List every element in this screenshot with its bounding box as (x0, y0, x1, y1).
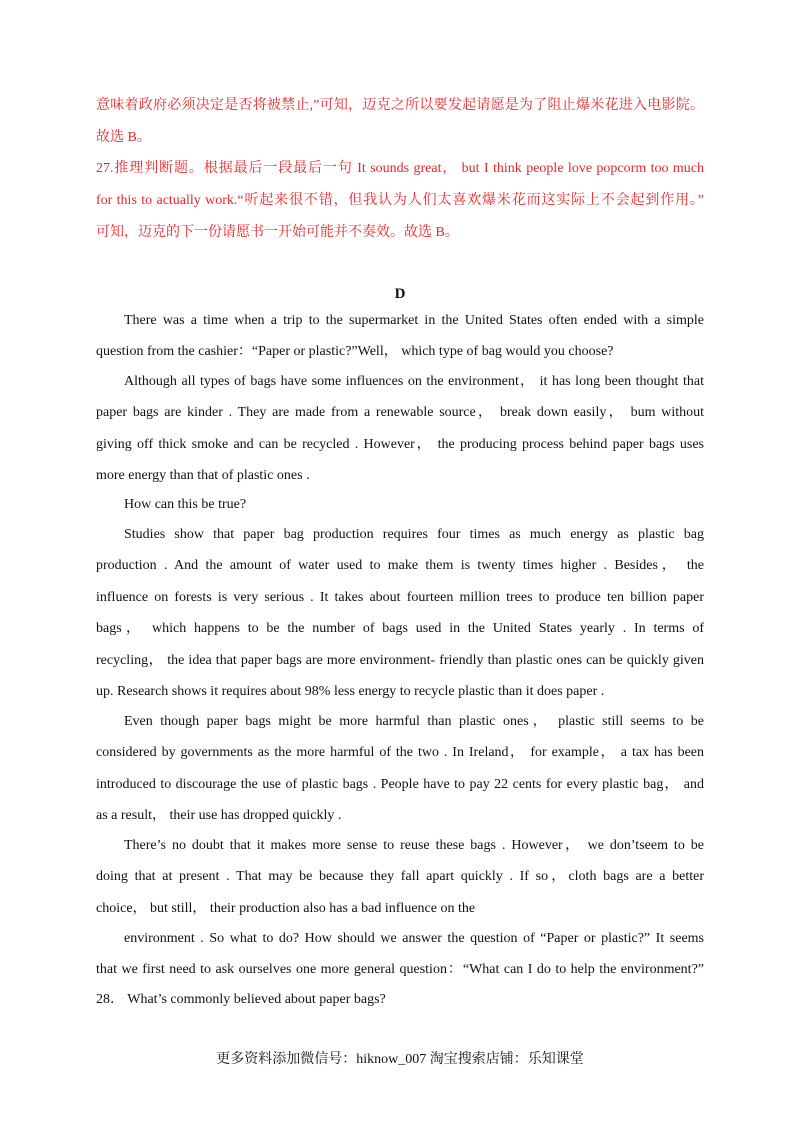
page-footer: 更多资料添加微信号：hiknow_007 淘宝搜索店铺：乐知课堂 (216, 1052, 584, 1067)
passage-line: environment . So what to do? How should we answer the question of “Paper or plastic?” It seems (124, 931, 704, 946)
passage-line: Although all types of bags have some influences on the environment， it has long been thought that (124, 374, 704, 389)
passage-line: Studies show that paper bag production requires four times as much energy as plastic bag (124, 527, 704, 542)
passage-line: doing that at present . That may be because they fall apart quickly . If so，cloth bags are a better (96, 869, 704, 884)
passage-line: more energy than that of plastic ones . (96, 468, 310, 483)
passage-line: that we first need to ask ourselves one more general question：“What can I do to help the environment?” (96, 962, 704, 977)
passage-line: There’s no doubt that it makes more sense to reuse these bags . However， we don’tseem to be (124, 838, 704, 853)
passage-line: bags， which happens to be the number of bags used in the United States yearly . In terms of (96, 621, 704, 636)
explanation-line: 27.推理判断题。根据最后一段最后一句 It sounds great， but I think people love popcorm too much (96, 161, 704, 176)
passage-line: There was a time when a trip to the supermarket in the United States often ended with a simple (124, 313, 704, 328)
explanation-line: 可知，迈克的下一份请愿书一开始可能并不奏效。故选 B。 (96, 225, 459, 240)
explanation-line: for this to actually work.“听起来很不错，但我认为人们太喜欢爆米花而这实际上不会起到作用。” (96, 193, 704, 208)
passage-line: considered by governments as the more harmful of the two . In Ireland， for example， a tax has been (96, 745, 704, 760)
passage-line: production . And the amount of water used to make them is twenty times higher . Besides， the (96, 558, 704, 573)
passage-title: D (394, 286, 406, 302)
passage-line: How can this be true? (124, 497, 247, 512)
passage-line: paper bags are kinder . They are made from a renewable source， break down easily， bum without (96, 405, 704, 420)
question-28: 28． What’s commonly believed about paper bags? (96, 992, 386, 1007)
passage-line: question from the cashier：“Paper or plastic?”Well， which type of bag would you choose? (96, 344, 614, 359)
passage-line: influence on forests is very serious . It takes about fourteen million trees to produce ten billion paper (96, 590, 704, 605)
passage-line: giving off thick smoke and can be recycled . However， the producing process behind paper bags uses (96, 437, 704, 452)
passage-line: as a result， their use has dropped quickly . (96, 808, 342, 823)
explanation-line: 意味着政府必须决定是否将被禁止,”可知，迈克之所以要发起请愿是为了阻止爆米花进入电影院。 (96, 98, 704, 113)
passage-line: up. Research shows it requires about 98% less energy to recycle plastic than it does paper . (96, 684, 605, 699)
passage-line: introduced to discourage the use of plastic bags . People have to pay 22 cents for every plastic bag， and (96, 777, 704, 792)
explanation-line: 故选 B。 (96, 130, 151, 145)
passage-line: Even though paper bags might be more harmful than plastic ones， plastic still seems to be (124, 714, 704, 729)
passage-line: choice， but still， their production also has a bad influence on the (96, 901, 476, 916)
passage-line: recycling， the idea that paper bags are more environment- friendly than plastic ones can be quickly given (96, 653, 704, 668)
